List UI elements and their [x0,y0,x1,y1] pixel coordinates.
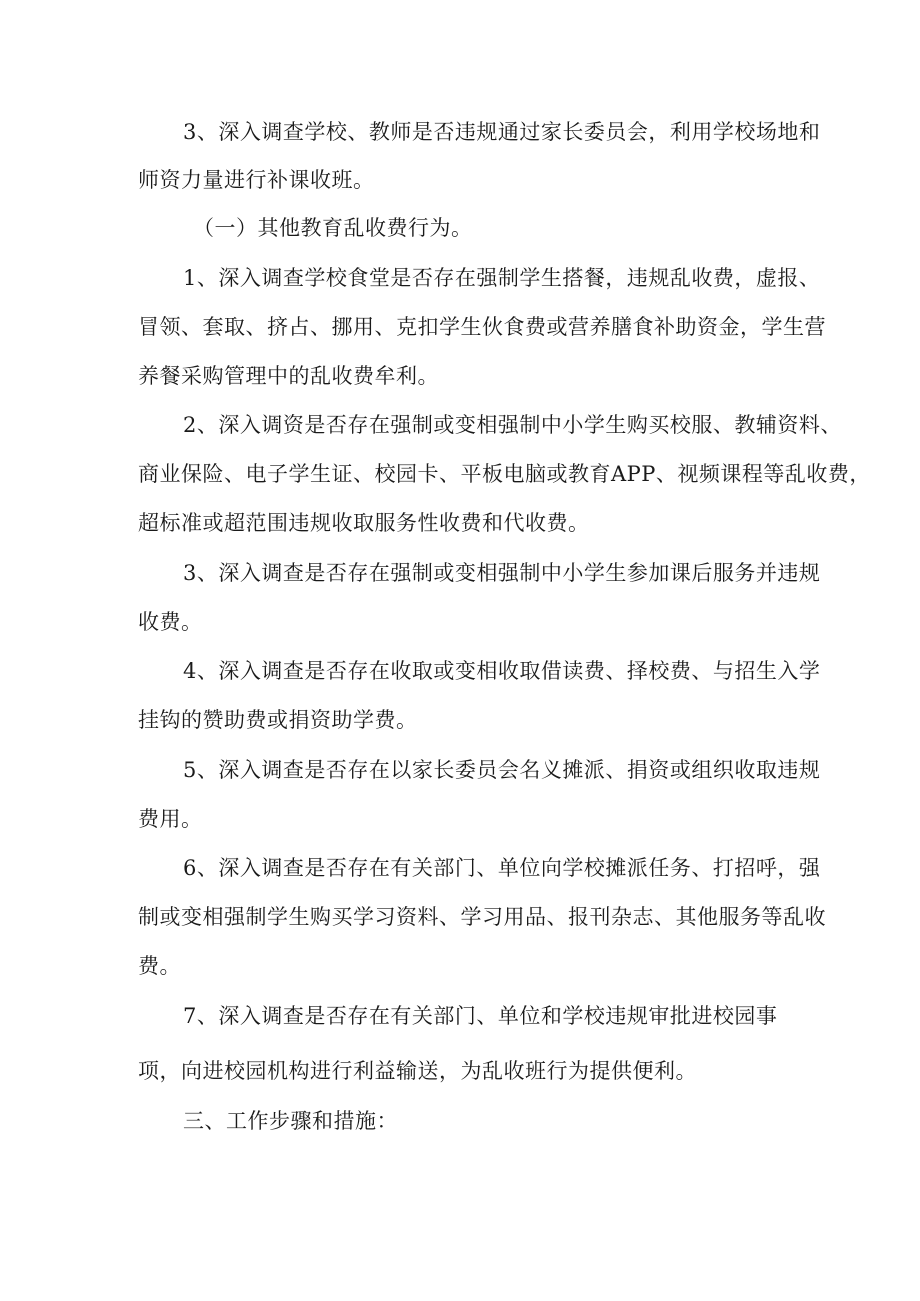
text-line: 师资力量进行补课收班。 [138,168,375,192]
text-line: 挂钩的赞助费或捐资助学费。 [138,708,418,732]
text-line: 养餐采购管理中的乱收费牟利。 [138,364,439,388]
text-line: 2、深入调资是否存在强制或变相强制中小学生购买校服、教辅资料、 [183,413,842,437]
text-line: 超标准或超范围违规收取服务性收费和代收费。 [138,511,590,535]
text-line: 项，向进校园机构进行利益输送，为乱收班行为提供便利。 [138,1059,697,1083]
text-line: 4、深入调查是否存在收取或变相收取借读费、择校费、与招生入学 [183,659,821,683]
section-heading: 三、工作步骤和措施： [183,1109,398,1133]
text-line: 1、深入调查学校食堂是否存在强制学生搭餐，违规乱收费，虚报、 [183,266,821,290]
text-line: 商业保险、电子学生证、校园卡、平板电脑或教育APP、视频课程等乱收费， [138,462,871,486]
text-line: 7、深入调查是否存在有关部门、单位和学校违规审批进校园事 [183,1004,778,1028]
text-line: 6、深入调查是否存在有关部门、单位向学校摊派任务、打招呼，强 [183,856,821,880]
text-line: 费。 [138,954,181,978]
text-line: 费用。 [138,807,203,831]
text-line: 制或变相强制学生购买学习资料、学习用品、报刊杂志、其他服务等乱收 [138,905,826,929]
text-line: 冒领、套取、挤占、挪用、克扣学生伙食费或营养膳食补助资金，学生营 [138,315,826,339]
section-heading: （一）其他教育乱收费行为。 [193,216,473,240]
text-line: 5、深入调查是否存在以家长委员会名义摊派、捐资或组织收取违规 [183,758,821,782]
text-line: 收费。 [138,610,203,634]
text-line: 3、深入调查是否存在强制或变相强制中小学生参加课后服务并违规 [183,561,821,585]
text-line: 3、深入调查学校、教师是否违规通过家长委员会，利用学校场地和 [183,120,821,144]
